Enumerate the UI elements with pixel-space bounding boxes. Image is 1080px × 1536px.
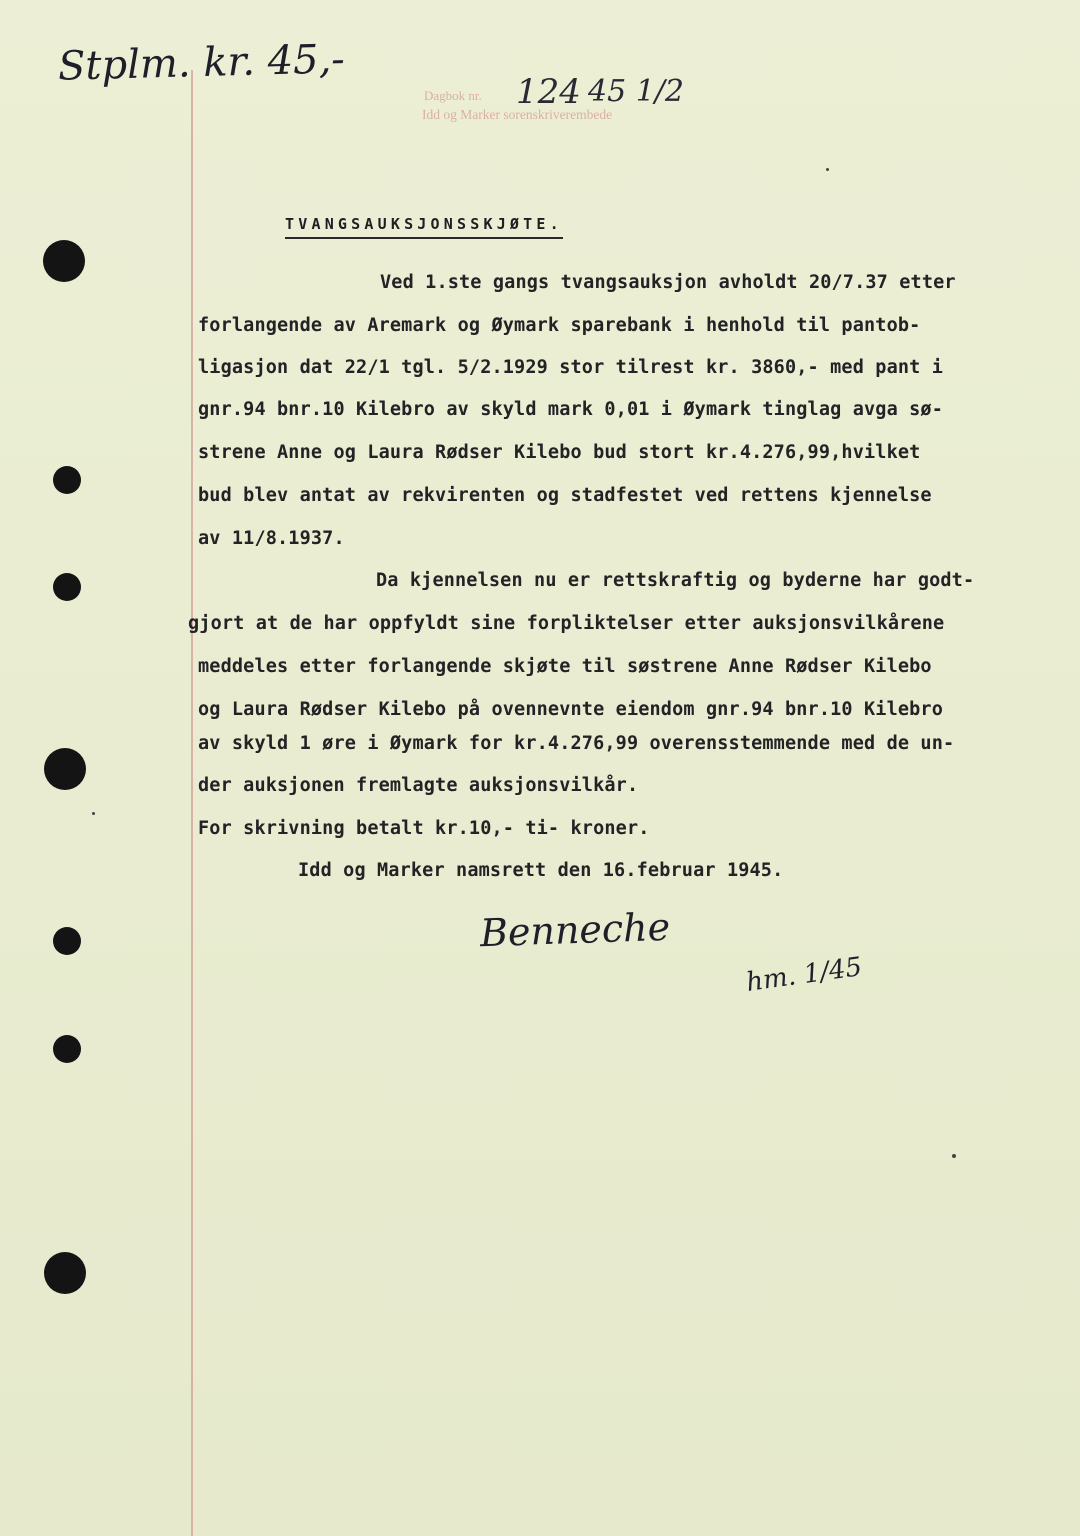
paper-speck (952, 1154, 956, 1158)
stamp-date: 45 1/2 (588, 74, 684, 109)
body-line: gnr.94 bnr.10 Kilebro av skyld mark 0,01 i Øymark tinglag avga sø- (198, 399, 944, 420)
binder-hole (53, 927, 81, 955)
body-line: forlangende av Aremark og Øymark sparebank i henhold til pantob- (198, 315, 921, 336)
body-line: ligasjon dat 22/1 tgl. 5/2.1929 stor tilrest kr. 3860,- med pant i (198, 357, 944, 378)
body-line: meddeles etter forlangende skjøte til søstrene Anne Rødser Kilebo (198, 656, 932, 677)
body-line: Idd og Marker namsrett den 16.februar 1945. (298, 860, 784, 881)
binder-hole (53, 573, 81, 601)
binder-hole (53, 466, 81, 494)
body-line: bud blev antat av rekvirenten og stadfestet ved rettens kjennelse (198, 485, 932, 506)
margin-rule (191, 70, 193, 1536)
body-line: der auksjonen fremlagte auksjonsvilkår. (198, 775, 639, 796)
paper-speck (92, 812, 95, 815)
body-line: strene Anne og Laura Rødser Kilebo bud stort kr.4.276,99,hvilket (198, 442, 921, 463)
clerk-initials: hm. 1/45 (744, 952, 864, 998)
stamp-number: 124 (516, 72, 581, 112)
binder-hole (43, 240, 85, 282)
binder-hole (44, 748, 86, 790)
binder-hole (44, 1252, 86, 1294)
document-title: TVANGSAUKSJONSSKJØTE. (285, 215, 563, 239)
stamp-prefix: Dagbok nr. (424, 88, 482, 103)
body-line: For skrivning betalt kr.10,- ti- kroner. (198, 818, 650, 839)
body-line: gjort at de har oppfyldt sine forpliktelser etter auksjonsvilkårene (188, 613, 945, 634)
body-line: Ved 1.ste gangs tvangsauksjon avholdt 20/7.37 etter (380, 272, 956, 293)
body-line: av 11/8.1937. (198, 528, 345, 549)
body-line: av skyld 1 øre i Øymark for kr.4.276,99 overensstemmende med de un- (198, 733, 955, 754)
handwritten-fee-note: Stplm. kr. 45,- (57, 36, 346, 90)
body-line: Da kjennelsen nu er rettskraftig og byderne har godt- (376, 570, 975, 591)
judge-signature: Benneche (479, 904, 671, 956)
binder-hole (53, 1035, 81, 1063)
stamp-office: Idd og Marker sorenskriverembede (422, 107, 613, 122)
body-line: og Laura Rødser Kilebo på ovennevnte eiendom gnr.94 bnr.10 Kilebro (198, 699, 944, 720)
paper-speck (826, 168, 829, 171)
